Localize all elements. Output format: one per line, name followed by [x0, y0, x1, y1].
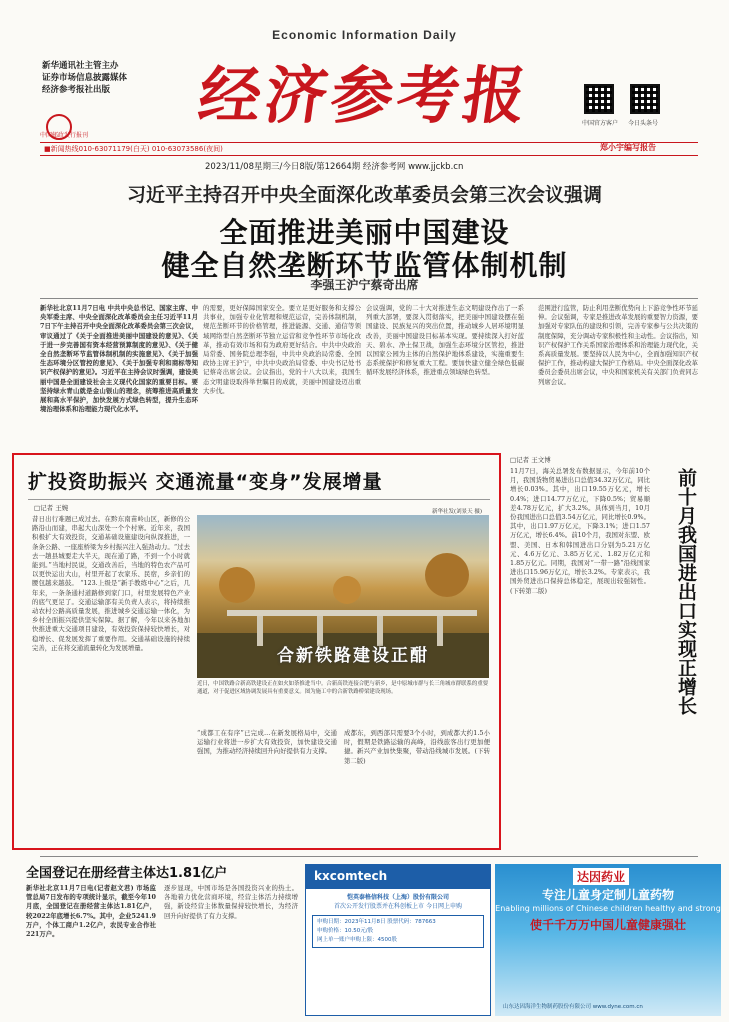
lead-kicker: 习近平主持召开中央全面深化改革委员会第三次会议强调 [126, 184, 602, 206]
ipo-advertisement[interactable] [305, 864, 491, 1016]
qr-label: 中国官方客户 [582, 120, 619, 127]
railway-photo [197, 515, 489, 678]
side-column: 11月7日，海关总署发布数据显示，今年前10个月，我国货物贸易进出口总值34.32万亿元，同比增长0.03%。其中，出口19.55万亿元，增长0.4%；进口14.77万亿元，下降0.5%；贸易顺差4.78万亿元，扩大3.2%。具体到当月，10月份我国进出口总值3.54万亿元，同比增长0.9%。其中，出口1.97万亿元，下降3.1%；进口1.57万亿元，增长6.4%。前10个月，我国对东盟、欧盟、美国、日本和韩国进出口分别为5.21万亿元、4.6万亿元、3.85万亿元、1.82万亿元和1.85万亿元。同期，我国对“一带一路”沿线国家进出口15.96万亿元，增长3.2%。专家表示，我国外贸进出口保持总体稳定，展现出较强韧性。(下转第二版) [510, 467, 650, 595]
photo-caption: 近日，中国铁路合新高铁建设正在如火如荼推进当中。合新高铁连接合肥与新乡，是中原城市群与长三角城市群联系的重要通道，对于促进区域协调发展具有重要意义。图为施工中的合新铁路桥梁建设现场。 [197, 681, 489, 695]
feature-box [12, 453, 501, 850]
divider [40, 298, 698, 299]
bottom-column-1: 新华社北京11月7日电(记者赵文君) 市场监管总局7日发布的专项统计显示，截至今年10月底，全国登记在册经营主体达1.81亿户，较2022年底增长6.7%。其中，企业5241.9万户，个体工商户1.2亿户，农民专业合作社221万户。 [26, 884, 156, 939]
feature-column-4: 成都东，到西部只需要3个小时，到成都大约1.5小时，假期是铁路运输的高峰，沿线旅客出行更加便捷。新兴产业加快集聚，带动沿线城市发展。(下转第二版) [344, 729, 490, 765]
ad-brand: kxcomtech [306, 865, 490, 889]
ad-line: 首次公开发行股票并在科创板上市 今日网上申购 [334, 903, 462, 910]
lead-column-1: 新华社北京11月7日电 中共中央总书记、国家主席、中央军委主席、中央全面深化改革委员会主任习近平11月7日下午主持召开中央全面深化改革委员会第三次会议，审议通过了《关于全面推进美丽中国建设的意见》、《关于进一步完善国有资本经营预算制度的意见》、《关于健全自然垄断环节监管体制机制的实施意见》、《关于加强生态环境分区管控的意见》、《关于加强专利和商标等知识产权保护的意见》。习近平在主持会议时强调，建设美丽中国是全面建设社会主义现代化国家的重要目标。要坚持绿水青山就是金山银山的理念，统筹推进高质量发展和高水平保护，加快发展方式绿色转型，提升生态环境治理体系和治理能力现代化水平。 [40, 304, 198, 414]
hotline-bar: ■新闻热线010-63071179(白天) 010-63073586(夜间) [40, 142, 698, 156]
newspaper-logo: 经济参考报 [194, 58, 535, 132]
ad-slogan-en: Enabling millions of Chinese children healthy and strong [495, 904, 721, 913]
qr-code-icon[interactable] [630, 84, 660, 114]
publisher-line: 新华通讯社主管主办 [42, 61, 119, 71]
english-title: Economic Information Daily [272, 28, 457, 42]
bottom-headline: 全国登记在册经营主体达1.81亿户 [26, 866, 228, 881]
feature-text: 昔日出行难题已成过去。在黔东南苗岭山区，新修的公路沿山而建，串起大山深处一个个村寨。近年来，我国积极扩大有效投资，交通基础设施建设向纵深推进，一条条公路、一座座桥梁为乡村振兴注入强劲动力。“过去去一趟县城要走大半天，现在通了路，不到一个小时就能到。”当地村民说，交通改善后，当地的特色农产品可以更快运出大山，村里开起了农家乐、民宿，乡亲们的腰包越来越鼓。 [32, 515, 190, 588]
masthead-slogan: 郑小宇编写报告 [600, 143, 656, 152]
ad-detail-row: 申购价格：10.50元/股 [317, 928, 374, 934]
feature-headline: 扩投资助振兴 交通流量“变身”发展增量 [28, 471, 383, 493]
masthead-left-info [42, 60, 152, 96]
photo-overlay-text: 合新铁路建设正酣 [277, 646, 429, 666]
pharma-advertisement[interactable] [495, 864, 721, 1016]
side-headline: 前十月我国进出口实现正增长 [675, 468, 697, 715]
bottom-column-2: 逐步显现，中国市场是各国投资兴业的热土。各地着力优化营商环境，经营主体活力持续增强，新设经营主体数量保持较快增长，为经济回升向好提供了有力支撑。 [164, 884, 298, 920]
feature-column-1 [32, 515, 190, 845]
feature-column-3: “成都工在有序”已完成…在新发展格局中，交通运输行业将进一步扩大有效投资，加快建设交通强国，为推动经济持续回升向好提供有力支撑。 [197, 729, 337, 756]
lead-headline-2: 健全自然垄断环节监管体制机制 [161, 249, 568, 282]
ad-url: 山东达因海洋生物制药股份有限公司 www.dyne.com.cn [503, 1004, 643, 1010]
ad-detail-row: 申购日期：2023年11月8日 股票代码：787663 [317, 919, 436, 925]
publisher-line: 证券市场信息披露媒体 [42, 73, 128, 83]
lead-column-3: 会议强调，党的二十大对推进生态文明建设作出了一系列重大部署，要深入贯彻落实，把美丽中国建设摆在强国建设、民族复兴的突出位置，推动城乡人居环境明显改善，美丽中国建设目标基本实现。要持续深入打好蓝天、碧水、净土保卫战，加强生态环境分区管控，推进以国家公园为主体的自然保护地体系建设，实施重要生态系统保护和修复重大工程。要加快建立健全绿色低碳循环发展经济体系，推进重点领域绿色转型。 [366, 304, 524, 377]
ad-slogan: 专注儿童身定制儿童药物 [541, 888, 674, 902]
lead-subhead: 李强王沪宁蔡奇出席 [310, 278, 419, 292]
dateline: 2023/11/08星期三/今日8版/第12664期 经济参考网 www.jjckb.cn [205, 162, 464, 172]
feature-byline: □记者 王婉 [34, 504, 69, 512]
divider [28, 499, 490, 500]
side-byline: □记者 王文博 [510, 456, 551, 464]
seal-label: 中国邮政发行报刊 [40, 132, 89, 139]
divider [40, 856, 698, 857]
qr-label: 今日头条号 [628, 120, 659, 127]
ad-brand: 达因药业 [573, 868, 629, 885]
ad-detail-row: 网上单一账户申购上限：4500股 [317, 937, 397, 943]
lead-column-4: 范围进行监管，防止利用垄断优势向上下游竞争性环节延伸。会议强调，专家是推进改革发展的重要智力资源，要加强对专家队伍的建设和引领，完善专家参与公共决策的制度保障，充分调动专家积极性和主动性。会议指出，知识产权保护工作关系国家治理体系和治理能力现代化，关系高质量发展。要坚持以人民为中心，全面加强知识产权保护工作，推动构建大保护工作格局。中央全面深化改革委员会委员出席会议，中央和国家机关有关部门负责同志列席会议。 [538, 304, 698, 386]
ad-details [312, 915, 484, 948]
qr-code-icon[interactable] [584, 84, 614, 114]
ad-company: 恺英泰格信科技（上海）股份有限公司 [346, 894, 449, 901]
lead-column-2: 的需要，更好保障国家安全。要立足更好服务和支撑公共事业，加强专业化管理和规范运营，完善体制机制，规范垄断环节的价格管理，推进能源、交通、通信等领域网络型自然垄断环节独立运营和竞争性环节市场化改革，推动有效市场和有为政府更好结合。中共中央政治局常委、国务院总理李强，中共中央政治局常委、全国政协主席王沪宁，中共中央政治局常委、中央书记处书记蔡奇出席会议。会议指出，党的十八大以来，我国生态文明建设取得举世瞩目的成就，美丽中国建设迈出重大步伐。 [203, 304, 361, 395]
publisher-line: 经济参考报社出版 [42, 85, 111, 95]
photo-credit: 新华社发(刘景天 摄) [432, 509, 483, 515]
lead-headline-1: 全面推进美丽中国建设 [219, 216, 510, 249]
ad-slogan-2: 使千千万万中国儿童健康强壮 [529, 918, 686, 932]
feature-text: “123.上级是“新手教练中心”之后，几年来，一条条通村道路修到家门口，村里发展特色产业的底气更足了。交通运输部有关负责人表示，将持续推动农村公路高质量发展，推进城乡交通运输一体化，为乡村全面振兴提供坚实保障。据了解，今年以来各地加快推进重大交通项目建设，有效投资保持较快增长，对稳增长、促发展发挥了重要作用。交通基础设施的持续完善，正在将交通流量转化为发展增量。 [32, 579, 190, 652]
